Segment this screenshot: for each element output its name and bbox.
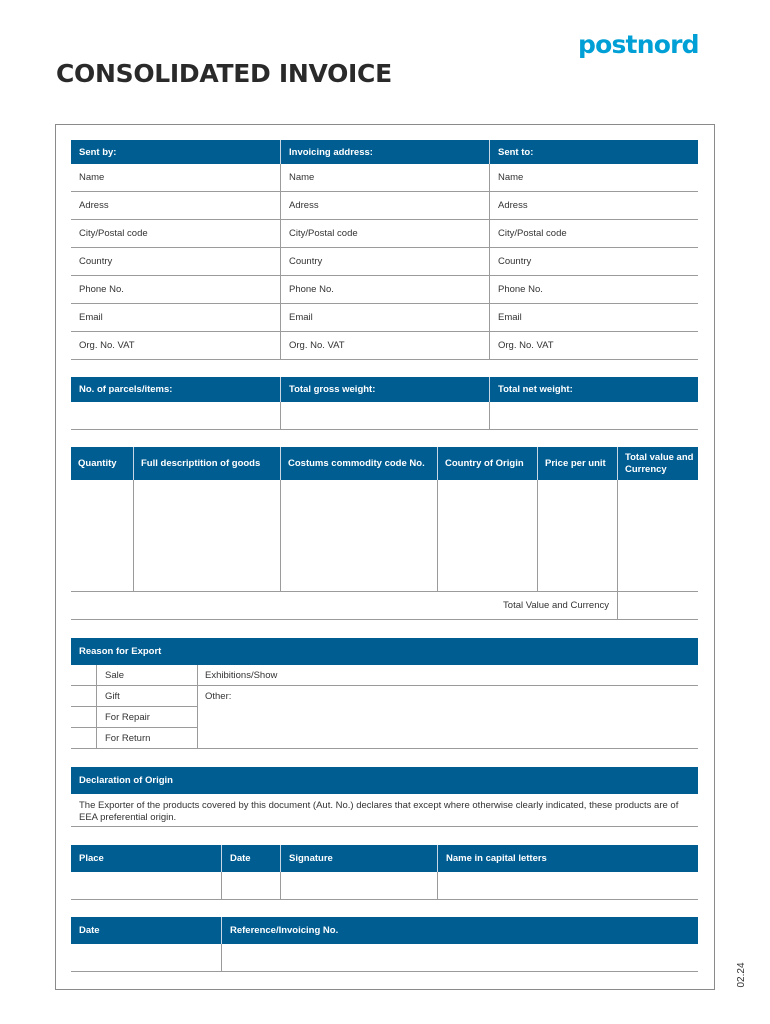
goods-body-row (71, 480, 698, 592)
totals-row (71, 402, 698, 430)
description-header: Full descriptition of goods (133, 447, 280, 480)
sent-to-address-field[interactable]: Adress (489, 192, 698, 219)
signature-label-header: Signature (280, 845, 437, 872)
sent-by-city-field[interactable]: City/Postal code (79, 228, 148, 239)
invoicing-name-field[interactable]: Name (280, 164, 489, 191)
invoicing-country-field[interactable]: Country (280, 248, 489, 275)
sent-to-vat-field[interactable]: Org. No. VAT (489, 332, 698, 359)
other-label: Other: (205, 691, 232, 702)
form-code: 02.24 (736, 962, 747, 988)
reason-header-label: Reason for Export (79, 646, 162, 657)
sent-to-phone-field[interactable]: Phone No. (489, 276, 698, 303)
description-cell[interactable] (133, 480, 280, 591)
place-field[interactable] (71, 872, 221, 899)
parcels-field[interactable] (71, 402, 280, 429)
option-gift[interactable] (71, 686, 197, 707)
signature-row (71, 872, 698, 900)
quantity-header: Quantity (78, 458, 117, 469)
exhibitions-field[interactable]: Exhibitions/Show (197, 665, 698, 686)
reference-header (71, 917, 698, 944)
repair-checkbox[interactable] (71, 707, 97, 727)
sale-checkbox[interactable] (71, 665, 97, 685)
option-sale[interactable] (71, 665, 197, 686)
address-row (71, 192, 698, 220)
gross-weight-field[interactable] (280, 402, 489, 429)
signature-section (71, 845, 698, 900)
invoicing-phone-field[interactable]: Phone No. (280, 276, 489, 303)
net-weight-header: Total net weight: (489, 377, 698, 402)
sent-by-vat-field[interactable]: Org. No. VAT (79, 340, 135, 351)
declaration-header-label: Declaration of Origin (79, 775, 173, 786)
reference-date-header: Date (79, 925, 100, 936)
total-value-label: Total Value and Currency (503, 600, 609, 611)
date-field[interactable] (221, 872, 280, 899)
reference-row (71, 944, 698, 972)
totals-section (71, 377, 698, 430)
sent-by-header: Sent by: (79, 146, 117, 158)
sent-by-email-field[interactable]: Email (79, 312, 103, 323)
price-per-unit-header: Price per unit (537, 447, 617, 480)
gross-weight-header: Total gross weight: (280, 377, 489, 402)
vat-row (71, 332, 698, 360)
invoicing-city-field[interactable]: City/Postal code (280, 220, 489, 247)
reference-section (71, 917, 698, 972)
postnord-logo: postnord (578, 30, 699, 59)
parties-header (71, 140, 698, 164)
goods-header (71, 447, 698, 480)
option-return[interactable] (71, 728, 197, 749)
name-row (71, 164, 698, 192)
phone-row (71, 276, 698, 304)
place-header: Place (79, 853, 104, 864)
document-title: CONSOLIDATED INVOICE (56, 59, 392, 88)
sent-to-name-field[interactable]: Name (489, 164, 698, 191)
goods-total-row (71, 592, 698, 620)
quantity-cell[interactable] (71, 480, 133, 591)
sent-to-country-field[interactable]: Country (489, 248, 698, 275)
total-value-header: Total value and Currency (617, 447, 698, 480)
commodity-code-header: Costums commodity code No. (280, 447, 437, 480)
parcels-header: No. of parcels/items: (79, 384, 173, 395)
price-per-unit-cell[interactable] (537, 480, 617, 591)
gift-label: Gift (105, 690, 120, 702)
return-label: For Return (105, 733, 151, 744)
reference-number-field[interactable] (221, 944, 698, 971)
city-row (71, 220, 698, 248)
gift-checkbox[interactable] (71, 686, 97, 706)
parties-section (71, 140, 698, 360)
invoicing-address-header: Invoicing address: (280, 140, 489, 164)
reference-number-header: Reference/Invoicing No. (221, 917, 698, 944)
totals-header (71, 377, 698, 402)
sent-by-name-field[interactable]: Name (79, 172, 105, 183)
reason-header (71, 638, 698, 665)
sent-by-country-field[interactable]: Country (79, 256, 113, 267)
return-checkbox[interactable] (71, 728, 97, 749)
country-row (71, 248, 698, 276)
net-weight-field[interactable] (489, 402, 698, 429)
sent-to-email-field[interactable]: Email (489, 304, 698, 331)
option-repair[interactable] (71, 707, 197, 728)
repair-label: For Repair (105, 711, 150, 723)
capital-name-field[interactable] (437, 872, 698, 899)
invoicing-vat-field[interactable]: Org. No. VAT (280, 332, 489, 359)
signature-field[interactable] (280, 872, 437, 899)
reason-body (71, 665, 698, 749)
country-of-origin-cell[interactable] (437, 480, 537, 591)
declaration-header (71, 767, 698, 794)
sent-by-address-field[interactable]: Adress (79, 200, 109, 211)
total-value-cell[interactable] (617, 480, 698, 591)
capital-name-header: Name in capital letters (437, 845, 698, 872)
sent-to-city-field[interactable]: City/Postal code (489, 220, 698, 247)
sale-label: Sale (105, 669, 125, 681)
country-of-origin-header: Country of Origin (437, 447, 537, 480)
reference-date-field[interactable] (71, 944, 221, 971)
invoicing-email-field[interactable]: Email (280, 304, 489, 331)
date-header: Date (221, 845, 280, 872)
signature-header (71, 845, 698, 872)
sent-by-phone-field[interactable]: Phone No. (79, 284, 124, 295)
declaration-text: The Exporter of the products covered by this document (Aut. No.) declares that except where otherwise clearly indicated, these products are of EEA preferential origin. (71, 794, 698, 827)
commodity-code-cell[interactable] (280, 480, 437, 591)
invoicing-address-field[interactable]: Adress (280, 192, 489, 219)
email-row (71, 304, 698, 332)
total-value-field[interactable] (617, 592, 698, 619)
goods-section (71, 447, 698, 620)
sent-to-header: Sent to: (489, 140, 698, 164)
